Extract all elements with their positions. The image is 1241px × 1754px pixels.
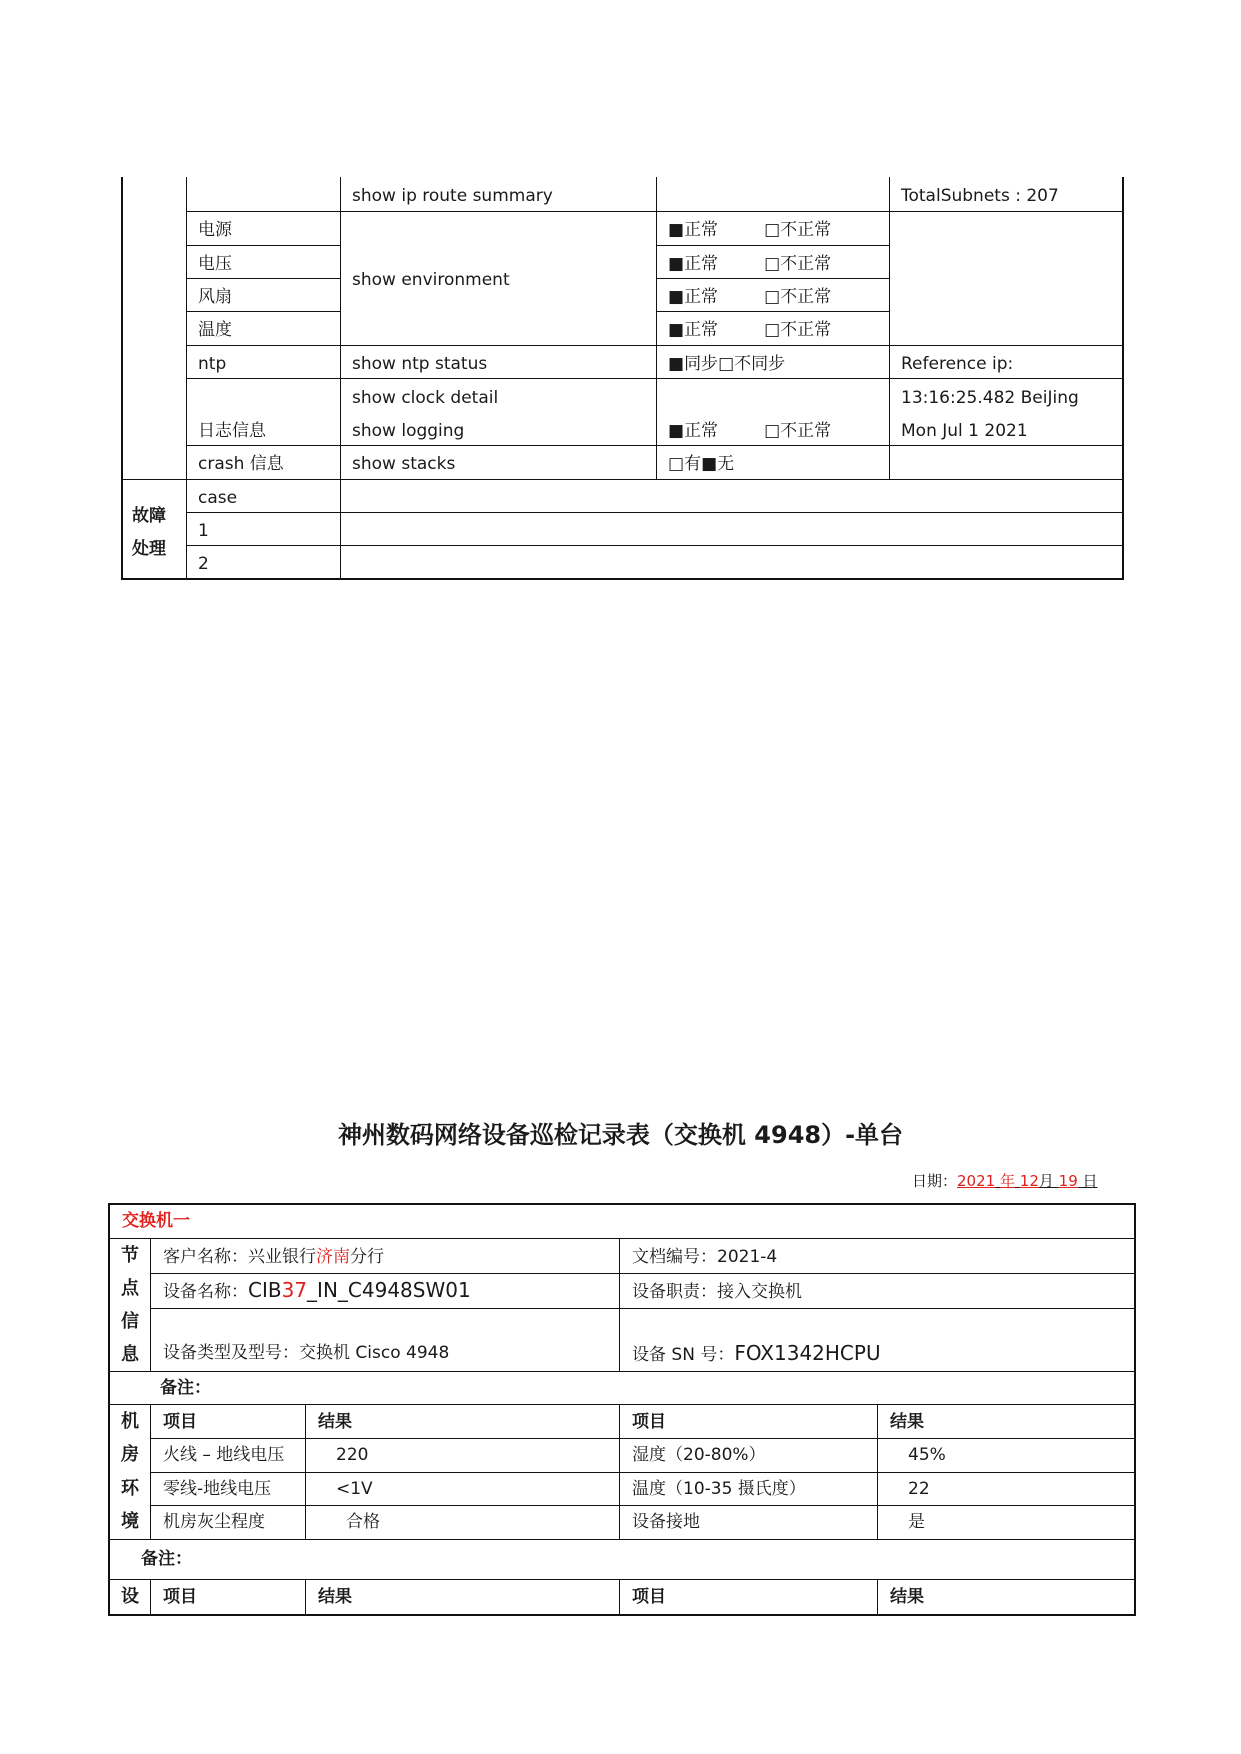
- checkbox-checked[interactable]: ■: [668, 254, 685, 274]
- room-item: 机房灰尘程度: [163, 1512, 265, 1532]
- column-divider: [877, 1579, 878, 1615]
- row-divider: [186, 545, 1123, 546]
- column-divider: [619, 1579, 620, 1615]
- device-section-label: 设: [121, 1586, 139, 1607]
- row-divider: [656, 245, 889, 246]
- column-divider: [619, 1238, 620, 1371]
- table-left-border: [108, 1203, 110, 1616]
- note-cell: Mon Jul 1 2021: [901, 421, 1028, 441]
- checkbox-checked[interactable]: ■: [668, 320, 685, 340]
- checkbox-checked[interactable]: ■: [701, 454, 718, 474]
- fault-label: 故障: [132, 506, 166, 526]
- row-divider: [186, 378, 1123, 379]
- note-cell: 13:16:25.482 BeiJing: [901, 388, 1079, 408]
- checkbox-unchecked[interactable]: □: [764, 287, 781, 307]
- row-divider: [108, 1539, 1136, 1540]
- table-top-border: [108, 1203, 1136, 1205]
- column-header-result: 结果: [890, 1412, 924, 1432]
- node-info-label: 信: [121, 1311, 139, 1332]
- doc-number: 文档编号：2021-4: [632, 1247, 778, 1267]
- checkbox-checked[interactable]: ■: [668, 287, 685, 307]
- status-checkboxes: □有■无: [668, 454, 735, 474]
- table-right-border: [1134, 1203, 1136, 1616]
- row-divider: [108, 1579, 1136, 1580]
- column-header-result: 结果: [318, 1587, 352, 1607]
- checkbox-checked[interactable]: ■: [668, 421, 685, 441]
- status-checkboxes: ■正常 □不正常: [668, 320, 832, 340]
- column-divider: [340, 177, 341, 580]
- table-left-border: [121, 177, 123, 580]
- customer-name: 客户名称：兴业银行济南分行: [163, 1247, 384, 1267]
- item-cell-log: 日志信息: [198, 421, 266, 441]
- row-divider: [186, 278, 340, 279]
- column-divider: [150, 1579, 151, 1615]
- status-checkboxes: ■正常 □不正常: [668, 254, 832, 274]
- checkbox-unchecked[interactable]: □: [668, 454, 685, 474]
- column-header-result: 结果: [890, 1587, 924, 1607]
- checkbox-unchecked[interactable]: □: [764, 421, 781, 441]
- node-info-label: 息: [121, 1344, 139, 1365]
- item-cell-power: 电源: [198, 220, 232, 240]
- row-divider: [108, 1371, 1136, 1372]
- room-env-label: 环: [121, 1478, 139, 1499]
- checkbox-checked[interactable]: ■: [668, 220, 685, 240]
- fault-row: 2: [198, 554, 209, 574]
- row-divider: [108, 1404, 1136, 1405]
- column-divider: [619, 1404, 620, 1539]
- status-checkboxes: ■同步□不同步: [668, 354, 786, 374]
- command-cell: show ntp status: [352, 354, 488, 374]
- node-info-label: 节: [121, 1245, 139, 1266]
- column-divider: [186, 177, 187, 580]
- room-item: 零线-地线电压: [163, 1479, 272, 1499]
- device-type: 设备类型及型号：交换机 Cisco 4948: [163, 1343, 450, 1363]
- row-divider: [186, 245, 340, 246]
- remark-label: 备注：: [141, 1549, 192, 1569]
- row-divider: [186, 345, 1123, 346]
- checkbox-checked[interactable]: ■: [668, 354, 685, 374]
- row-divider: [186, 512, 1123, 513]
- column-divider: [877, 1404, 878, 1539]
- row-divider: [150, 1505, 1136, 1506]
- room-item: 设备接地: [632, 1512, 700, 1532]
- row-divider: [121, 479, 1123, 480]
- room-env-label: 机: [121, 1411, 139, 1432]
- column-divider: [150, 1404, 151, 1539]
- command-cell: show logging: [352, 421, 465, 441]
- fault-row: 1: [198, 521, 209, 541]
- column-header-item: 项目: [163, 1412, 197, 1432]
- command-cell: show stacks: [352, 454, 456, 474]
- item-cell-ntp: ntp: [198, 354, 227, 374]
- table-bottom-border: [108, 1614, 1136, 1616]
- command-cell: show clock detail: [352, 388, 499, 408]
- row-divider: [656, 278, 889, 279]
- row-divider: [186, 445, 1123, 446]
- device-sn: 设备 SN 号：FOX1342HCPU: [632, 1341, 881, 1365]
- row-divider: [656, 311, 889, 312]
- row-divider: [150, 1273, 1136, 1274]
- column-divider: [305, 1579, 306, 1615]
- column-divider: [656, 177, 657, 479]
- checkbox-unchecked[interactable]: □: [764, 320, 781, 340]
- item-cell-voltage: 电压: [198, 254, 232, 274]
- column-divider: [150, 1238, 151, 1371]
- checkbox-unchecked[interactable]: □: [764, 220, 781, 240]
- column-header-result: 结果: [318, 1412, 352, 1432]
- device-role: 设备职责：接入交换机: [632, 1282, 802, 1302]
- room-result: 45%: [908, 1445, 946, 1465]
- command-cell: show environment: [352, 270, 510, 290]
- column-divider: [305, 1404, 306, 1539]
- status-checkboxes: ■正常 □不正常: [668, 220, 832, 240]
- row-divider: [150, 1472, 1136, 1473]
- item-cell-fan: 风扇: [198, 287, 232, 307]
- checkbox-unchecked[interactable]: □: [718, 354, 735, 374]
- room-env-label: 房: [121, 1444, 139, 1465]
- checkbox-unchecked[interactable]: □: [764, 254, 781, 274]
- table-right-border: [1122, 177, 1124, 580]
- form-date: 日期：2021 年 12月 19 日: [912, 1172, 1098, 1190]
- column-header-item: 项目: [632, 1412, 666, 1432]
- table-bottom-border: [121, 578, 1124, 580]
- column-header-item: 项目: [163, 1587, 197, 1607]
- section-header: 交换机一: [122, 1211, 190, 1231]
- node-info-label: 点: [121, 1278, 139, 1299]
- row-divider: [186, 311, 340, 312]
- column-header-item: 项目: [632, 1587, 666, 1607]
- status-checkboxes: ■正常 □不正常: [668, 287, 832, 307]
- room-item: 湿度（20-80%）: [632, 1445, 766, 1465]
- room-item: 火线 – 地线电压: [163, 1445, 285, 1465]
- note-cell: Reference ip:: [901, 354, 1014, 374]
- remark-label: 备注：: [160, 1378, 211, 1398]
- item-cell-crash: crash 信息: [198, 454, 284, 474]
- item-cell-temperature: 温度: [198, 320, 232, 340]
- form-title: 神州数码网络设备巡检记录表（交换机 4948）-单台: [337, 1121, 904, 1149]
- fault-label: 处理: [132, 539, 166, 559]
- room-result: <1V: [336, 1479, 373, 1499]
- note-cell: TotalSubnets : 207: [901, 186, 1059, 206]
- row-divider: [150, 1438, 1136, 1439]
- fault-row: case: [198, 488, 238, 508]
- status-checkboxes: ■正常 □不正常: [668, 421, 832, 441]
- room-result: 22: [908, 1479, 930, 1499]
- room-result: 是: [908, 1512, 925, 1532]
- room-result: 220: [336, 1445, 369, 1465]
- command-cell: show ip route summary: [352, 186, 553, 206]
- row-divider: [150, 1308, 1136, 1309]
- column-divider: [889, 177, 890, 479]
- room-item: 温度（10-35 摄氏度）: [632, 1479, 806, 1499]
- room-result: 合格: [346, 1512, 380, 1532]
- device-name: 设备名称：CIB37_IN_C4948SW01: [163, 1278, 471, 1302]
- room-env-label: 境: [121, 1511, 139, 1532]
- row-divider: [186, 211, 1123, 212]
- row-divider: [108, 1238, 1136, 1239]
